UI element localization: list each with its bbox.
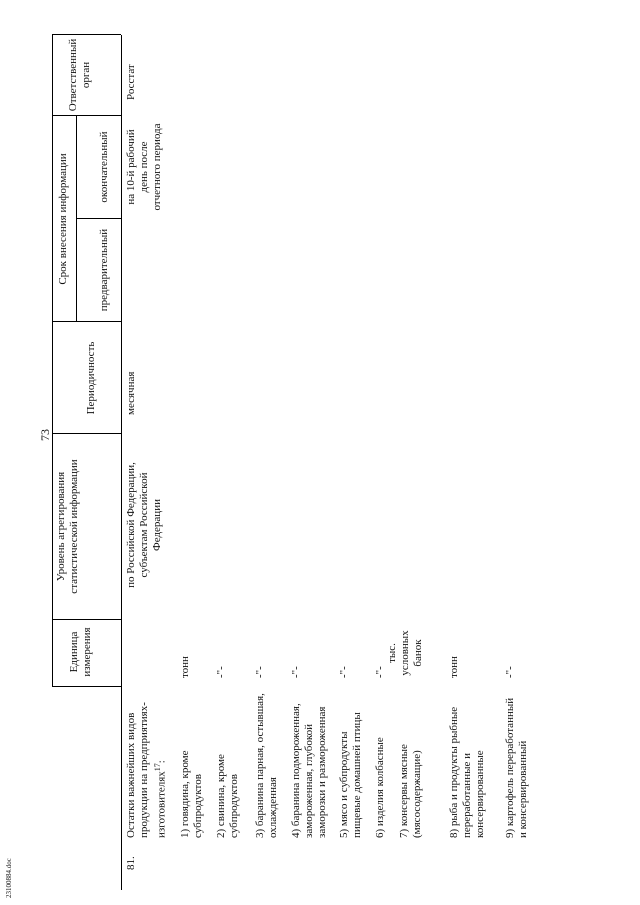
deadline-split-rule	[76, 116, 77, 322]
item-name-3: 3) баранина парная, остывшая, охлажденная	[254, 693, 279, 838]
header-unit: Единица измерения	[68, 627, 93, 677]
header-final: окончательный	[98, 131, 110, 203]
col-border-3	[52, 433, 121, 434]
item-name-2: 2) свинина, кроме субпродуктов	[215, 754, 240, 838]
header-preliminary: предварительный	[98, 228, 110, 312]
item-unit-1: тонн	[179, 656, 191, 678]
item-name-9: 9) картофель переработанный и консервированный	[504, 697, 529, 838]
item-unit-4: -"-	[290, 666, 302, 678]
item-unit-6: -"-	[374, 666, 386, 678]
item-unit-7: тыс. условных банок	[386, 630, 424, 676]
row-title-text: Остатки важнейших видов продукции на предприятиях-изготовителях	[125, 702, 168, 838]
final-deadline-value: на 10-й рабочий день после отчетного периода	[125, 123, 163, 211]
header-top-rule	[52, 35, 53, 687]
row-title-colon: :	[155, 760, 168, 764]
row-title	[125, 690, 169, 838]
item-unit-5: -"-	[338, 666, 350, 678]
footer-filename: 23100884.doc	[5, 858, 13, 898]
col-border-5	[76, 218, 121, 219]
item-unit-2: -"-	[215, 666, 227, 678]
item-name-8: 8) рыба и продукты рыбные переработанные и консервированные	[448, 706, 486, 838]
responsible-value: Росстат	[125, 64, 137, 100]
header-aggregation: Уровень агрегирования статистической информации	[55, 459, 80, 594]
aggregation-value: по Российской Федерации, субъектам Российской Федерации	[125, 462, 163, 588]
item-unit-9: -"-	[504, 666, 516, 678]
item-name-1: 1) говядина, кроме субпродуктов	[179, 750, 204, 838]
header-deadline: Срок внесения информации	[57, 153, 69, 285]
col-border-7	[52, 34, 121, 35]
col-border-1	[52, 686, 121, 687]
col-border-2	[52, 619, 121, 620]
item-unit-8: тонн	[448, 656, 460, 678]
document-table	[52, 35, 632, 890]
col-border-4	[52, 321, 121, 322]
periodicity-value: месячная	[125, 371, 137, 415]
header-responsible: Ответственный орган	[67, 38, 92, 112]
row-number: 81.	[125, 856, 137, 870]
page-number: 73	[38, 429, 52, 441]
header-periodicity: Периодичность	[85, 341, 97, 415]
item-name-5: 5) мясо и субпродукты пищевые домашней птицы	[338, 712, 363, 838]
col-border-6	[52, 115, 121, 116]
item-name-4: 4) баранина подмороженная, замороженная, глубокой заморозки и размороженная	[290, 703, 328, 838]
item-name-7: 7) консервы мясные (мясосодержащие)	[398, 744, 423, 838]
item-unit-3: -"-	[254, 666, 266, 678]
footnote-ref: 17	[153, 763, 162, 772]
header-bottom-rule	[121, 35, 122, 890]
item-name-6: 6) изделия колбасные	[374, 737, 386, 838]
